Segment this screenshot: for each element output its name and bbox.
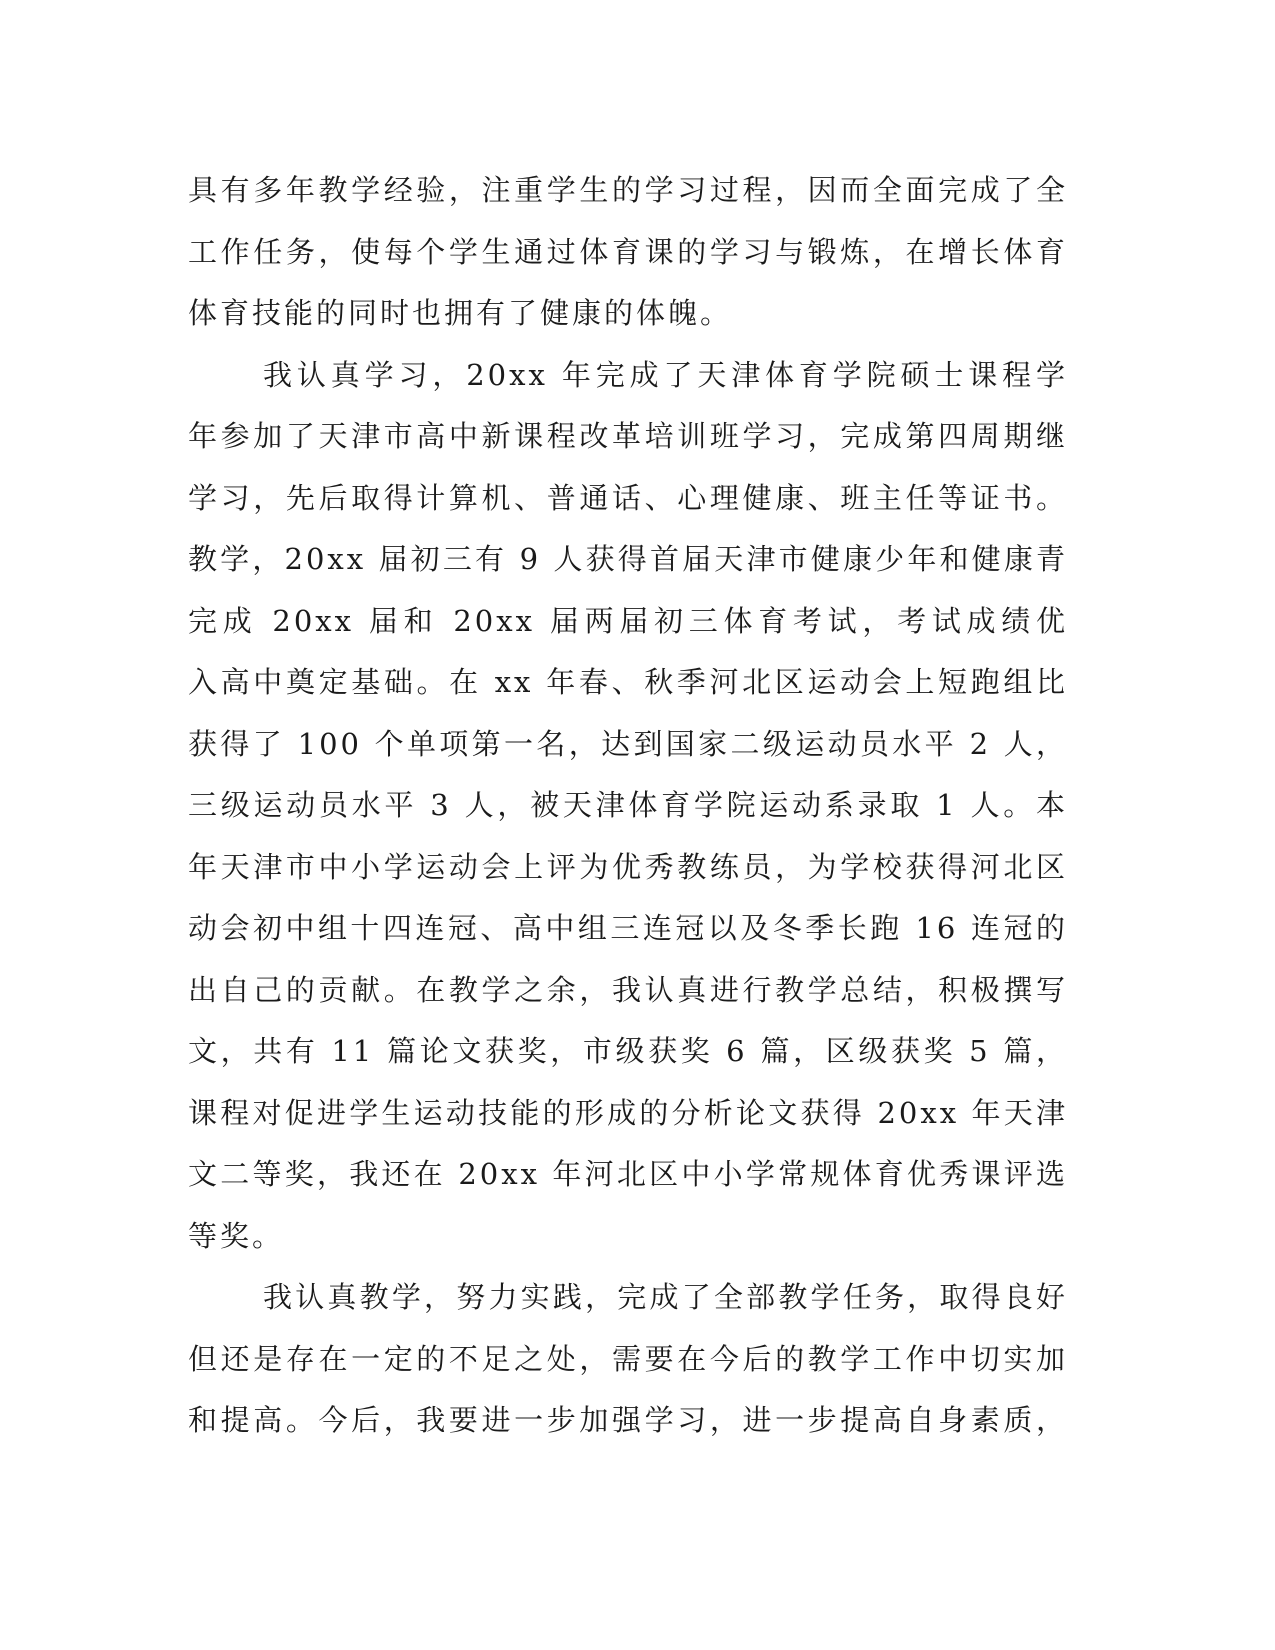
text-line: 获得了 100 个单项第一名，达到国家二级运动员水平 2 人，: [188, 726, 1068, 761]
text-line: 我认真教学，努力实践，完成了全部教学任务，取得良好: [263, 1280, 1068, 1314]
text-line: 年参加了天津市高中新课程改革培训班学习，完成第四周期继: [188, 419, 1068, 453]
text-line: 工作任务，使每个学生通过体育课的学习与锻炼，在增长体育: [188, 234, 1068, 269]
text-line: 体育技能的同时也拥有了健康的体魄。: [188, 296, 733, 330]
text-line: 入高中奠定基础。在 xx 年春、秋季河北区运动会上短跑组比: [188, 665, 1068, 699]
text-line: 三级运动员水平 3 人，被天津体育学院运动系录取 1 人。本: [188, 788, 1068, 822]
text-line: 动会初中组十四连冠、高中组三连冠以及冬季长跑 16 连冠的: [188, 911, 1068, 945]
document-body: [188, 160, 1068, 1452]
paragraph-3: [188, 1267, 1068, 1452]
text-line: 但还是存在一定的不足之处，需要在今后的教学工作中切实加: [188, 1341, 1068, 1376]
text-line: 文，共有 11 篇论文获奖，市级获奖 6 篇，区级获奖 5 篇，: [188, 1034, 1068, 1068]
paragraph-2: [188, 345, 1068, 1268]
text-line: 文二等奖，我还在 20xx 年河北区中小学常规体育优秀课评选: [188, 1157, 1068, 1191]
text-line: 具有多年教学经验，注重学生的学习过程，因而全面完成了全: [188, 173, 1068, 207]
text-line: 和提高。今后，我要进一步加强学习，进一步提高自身素质，: [188, 1403, 1068, 1437]
text-line: 教学，20xx 届初三有 9 人获得首届天津市健康少年和健康青: [188, 542, 1068, 576]
text-line: 我认真学习，20xx 年完成了天津体育学院硕士课程学: [263, 357, 1068, 392]
paragraph-1: [188, 160, 1068, 345]
text-line: 完成 20xx 届和 20xx 届两届初三体育考试，考试成绩优: [188, 603, 1068, 638]
text-line: 等奖。: [188, 1218, 285, 1253]
text-line: 出自己的贡献。在教学之余，我认真进行教学总结，积极撰写: [188, 972, 1068, 1007]
text-line: 学习，先后取得计算机、普通话、心理健康、班主任等证书。: [188, 480, 1068, 515]
text-line: 课程对促进学生运动技能的形成的分析论文获得 20xx 年天津: [188, 1095, 1068, 1130]
text-line: 年天津市中小学运动会上评为优秀教练员，为学校获得河北区: [188, 849, 1068, 884]
